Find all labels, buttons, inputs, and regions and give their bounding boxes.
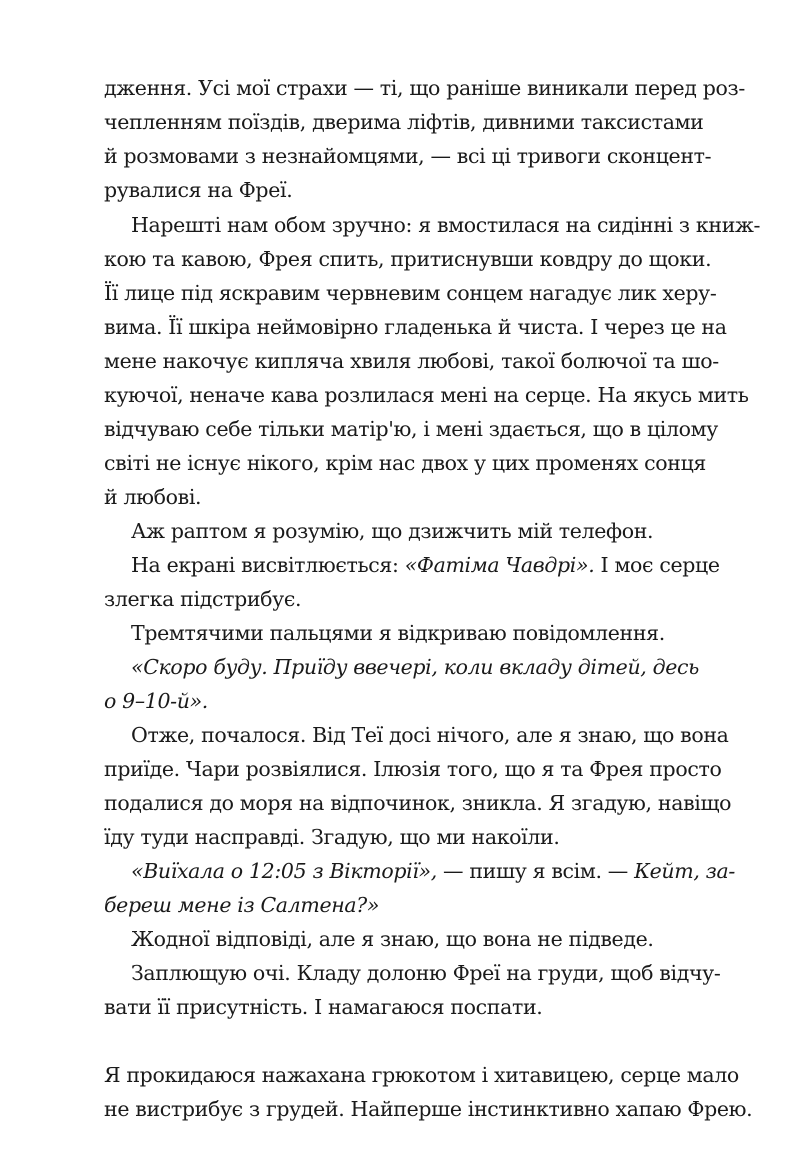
text-line: злегка підстрибує. bbox=[104, 587, 302, 611]
text-line: Нарешті нам обом зручно: я вмостилася на сидінні з книж- bbox=[131, 213, 761, 237]
text-line: подалися до моря на відпочинок, зникла. Я згадую, навіщо bbox=[104, 791, 732, 815]
text-line: чепленням поїздів, дверима ліфтів, дивними таксистами bbox=[104, 110, 704, 134]
text-line: вати її присутність. І намагаюся поспати. bbox=[104, 995, 543, 1019]
text-line: Заплющую очі. Кладу долоню Фреї на груди, щоб відчу- bbox=[131, 961, 721, 985]
text-line: Тремтячими пальцями я відкриваю повідомлення. bbox=[131, 621, 665, 645]
italic-text-run: «Фатіма Чавдрі». bbox=[404, 553, 595, 577]
text-line: вима. Її шкіра неймовірно гладенька й чиста. І через це на bbox=[104, 315, 727, 339]
text-line: кою та кавою, Фрея спить, притиснувши ковдру до щоки. bbox=[104, 247, 712, 271]
text-line: й розмовами з незнайомцями, — всі ці тривоги сконцент- bbox=[104, 144, 712, 168]
text-line bbox=[131, 548, 720, 582]
text-line: о 9–10-й». bbox=[104, 689, 208, 713]
text-run: — пишу я всім. — bbox=[436, 859, 635, 883]
text-line bbox=[131, 854, 735, 888]
text-line: Я прокидаюся нажахана грюкотом і хитавицею, серце мало bbox=[104, 1063, 739, 1087]
text-line: «Скоро буду. Приїду ввечері, коли вкладу дітей, десь bbox=[131, 655, 699, 679]
text-line: їду туди насправді. Згадую, що ми накоїли. bbox=[104, 825, 560, 849]
text-line: й любові. bbox=[104, 485, 202, 509]
text-run: На екрані висвітлюється: bbox=[131, 553, 405, 577]
text-line: дження. Усі мої страхи — ті, що раніше виникали перед роз- bbox=[104, 76, 745, 100]
text-line: не вистрибує з грудей. Найперше інстинктивно хапаю Фрею. bbox=[104, 1097, 753, 1121]
text-line: Отже, почалося. Від Теї досі нічого, але я знаю, що вона bbox=[131, 723, 729, 747]
text-run: І моє серце bbox=[594, 553, 720, 577]
text-line: мене накочує кипляча хвиля любові, такої болючої та шо- bbox=[104, 349, 719, 373]
italic-text-run: «Виїхала о 12:05 з Вікторії», bbox=[131, 859, 437, 883]
text-line: Жодної відповіді, але я знаю, що вона не підведе. bbox=[131, 927, 654, 951]
text-line: приїде. Чари розвіялися. Ілюзія того, що я та Фрея просто bbox=[104, 757, 722, 781]
text-line: Аж раптом я розумію, що дзижчить мій телефон. bbox=[131, 519, 654, 543]
text-line: рувалися на Фреї. bbox=[104, 178, 293, 202]
text-line: світі не існує нікого, крім нас двох у цих променях сонця bbox=[104, 451, 707, 475]
text-line: Її лице під яскравим червневим сонцем нагадує лик херу- bbox=[104, 281, 717, 305]
text-line: відчуваю себе тільки матір'ю, і мені здається, що в цілому bbox=[104, 417, 718, 441]
text-line: куючої, неначе кава розлилася мені на серце. На якусь мить bbox=[104, 383, 749, 407]
italic-text-run: Кейт, за- bbox=[634, 859, 735, 883]
text-line: береш мене із Салтена?» bbox=[104, 893, 380, 917]
